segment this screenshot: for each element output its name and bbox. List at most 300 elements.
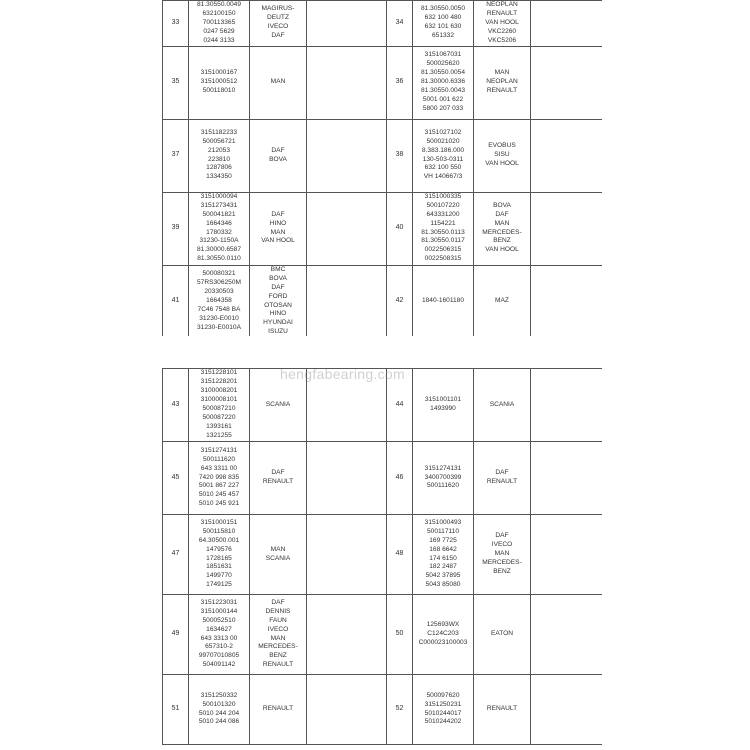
vehicle-make-line: SCANIA: [265, 554, 291, 562]
vehicle-make-line: VAN HOOL: [261, 237, 295, 245]
product-image-cell: [531, 675, 603, 745]
oem-number-line: 5010244202: [424, 718, 462, 726]
oem-number-line: 81.30000.6336: [420, 78, 465, 86]
oem-number-line: 81.30550.0054: [420, 69, 465, 77]
oem-number-line: 500101320: [202, 700, 236, 708]
oem-number-line: 81.30550.0049: [196, 1, 241, 8]
vehicle-make-line: HINO: [269, 310, 287, 318]
item-number: 34: [387, 1, 413, 47]
vehicle-make-line: DAF: [271, 283, 285, 291]
oem-number-lines: [413, 193, 473, 264]
vehicle-make-line: RENAULT: [262, 705, 294, 713]
oem-number-line: 3151250231: [424, 700, 462, 708]
oem-number-line: 5010 245 457: [198, 491, 240, 499]
oem-number-line: 3151274131: [424, 464, 462, 472]
oem-number-lines: [413, 465, 473, 492]
product-image-cell: [307, 675, 387, 745]
vehicle-make-lines: [474, 297, 530, 306]
vehicle-make-lines: [474, 202, 530, 255]
oem-numbers: [413, 369, 474, 442]
vehicle-make-lines: [250, 546, 306, 564]
vehicle-makes: [250, 515, 307, 595]
oem-number-line: 500118010: [202, 86, 236, 94]
item-number: 49: [163, 595, 189, 675]
oem-number-line: 1664358: [206, 297, 232, 305]
product-image-cell: [531, 46, 603, 119]
oem-number-line: 3100008101: [200, 396, 238, 404]
vehicle-make-line: RENAULT: [486, 9, 518, 17]
oem-number-line: 1393161: [206, 422, 232, 430]
vehicle-makes: [250, 265, 307, 336]
vehicle-make-line: NEOPLAN: [486, 1, 518, 8]
oem-number-line: 500041821: [202, 210, 236, 218]
oem-number-line: 5001 867 227: [198, 482, 240, 490]
vehicle-make-line: BOVA: [269, 155, 287, 163]
oem-numbers: [189, 675, 250, 745]
oem-number-line: 5010244017: [424, 709, 462, 717]
vehicle-makes: [250, 675, 307, 745]
oem-number-line: 500111620: [202, 455, 236, 463]
vehicle-makes: [250, 1, 307, 47]
oem-number-line: 7420 998 835: [198, 473, 240, 481]
vehicle-make-lines: [250, 211, 306, 247]
product-image-cell: [531, 265, 603, 336]
vehicle-make-lines: [474, 705, 530, 714]
vehicle-makes: [474, 1, 531, 47]
vehicle-make-line: BENZ: [493, 237, 511, 245]
oem-numbers: [189, 442, 250, 515]
vehicle-make-line: MAGIRUS-: [261, 5, 295, 13]
vehicle-make-line: OTOSAN: [264, 301, 292, 309]
vehicle-make-lines: [474, 401, 530, 410]
oem-number-line: 81.30550.0043: [420, 86, 465, 94]
vehicle-make-line: DAF: [271, 210, 285, 218]
item-number: 44: [387, 369, 413, 442]
vehicle-make-line: MAN: [494, 219, 510, 227]
oem-number-line: 643331200: [426, 210, 460, 218]
product-image-cell: [307, 265, 387, 336]
oem-numbers: [413, 595, 474, 675]
oem-numbers: [189, 265, 250, 336]
oem-number-line: 130-503-0311: [422, 155, 464, 163]
catalog-row: [163, 1, 603, 47]
vehicle-make-line: MAN: [494, 69, 510, 77]
oem-number-line: 1634627: [206, 625, 232, 633]
oem-number-lines: [189, 519, 249, 590]
oem-number-line: 500021020: [426, 137, 460, 145]
vehicle-makes: [474, 192, 531, 265]
vehicle-make-line: MERCEDES-: [482, 558, 522, 566]
oem-number-line: 3151223031: [200, 598, 238, 606]
oem-number-line: 3151027102: [424, 128, 462, 136]
oem-number-lines: [189, 129, 249, 182]
oem-number-lines: [189, 599, 249, 670]
vehicle-make-line: SISU: [494, 151, 510, 159]
vehicle-make-line: VAN HOOL: [485, 18, 519, 26]
vehicle-makes: [474, 442, 531, 515]
vehicle-make-lines: [474, 69, 530, 96]
product-image-cell: [307, 46, 387, 119]
oem-numbers: [413, 265, 474, 336]
oem-number-line: 64.30500.001: [198, 536, 240, 544]
vehicle-makes: [474, 46, 531, 119]
vehicle-make-line: MERCEDES-: [258, 643, 298, 651]
vehicle-make-line: SCANIA: [489, 400, 515, 408]
oem-number-line: 31230-E0010A: [197, 323, 241, 331]
oem-numbers: [413, 1, 474, 47]
product-image-cell: [307, 119, 387, 192]
item-number: 33: [163, 1, 189, 47]
vehicle-make-line: RENAULT: [486, 86, 518, 94]
oem-number-line: 3151000493: [424, 518, 462, 526]
item-number: 41: [163, 265, 189, 336]
oem-number-line: 500097620: [426, 691, 460, 699]
oem-numbers: [189, 595, 250, 675]
vehicle-makes: [250, 595, 307, 675]
vehicle-make-line: MAN: [270, 634, 286, 642]
catalog-row: [163, 442, 603, 515]
oem-number-line: 1479576: [206, 545, 232, 553]
oem-number-line: 3151000167: [200, 69, 238, 77]
oem-number-lines: [189, 69, 249, 96]
vehicle-make-lines: [474, 1, 530, 46]
oem-number-lines: [189, 447, 249, 509]
catalog-row: [163, 46, 603, 119]
oem-number-line: 182 2487: [429, 563, 457, 571]
oem-number-line: 1287806: [206, 164, 232, 172]
vehicle-make-line: MAZ: [495, 297, 509, 305]
oem-number-line: 500056721: [202, 137, 236, 145]
catalog-row: [163, 265, 603, 336]
vehicle-make-line: RENAULT: [486, 478, 518, 485]
catalog-row: [163, 675, 603, 745]
item-number: 52: [387, 675, 413, 745]
oem-numbers: [413, 442, 474, 515]
oem-number-line: 1664346: [206, 219, 232, 227]
oem-number-line: 3151000335: [424, 192, 462, 200]
oem-number-lines: [413, 129, 473, 182]
oem-number-line: 5010 245 921: [198, 500, 240, 508]
oem-numbers: [413, 192, 474, 265]
oem-numbers: [413, 119, 474, 192]
oem-number-line: 212053: [207, 146, 230, 154]
oem-number-line: 5043 85080: [425, 581, 461, 589]
product-image-cell: [307, 442, 387, 515]
vehicle-make-line: IVECO: [267, 23, 289, 31]
vehicle-make-line: IVECO: [491, 541, 513, 549]
vehicle-make-line: BENZ: [493, 567, 511, 575]
vehicle-makes: [250, 46, 307, 119]
vehicle-make-line: MAN: [270, 545, 286, 553]
vehicle-make-lines: [250, 147, 306, 165]
vehicle-make-line: FORD: [268, 292, 288, 300]
oem-number-lines: [413, 51, 473, 113]
oem-number-line: 3151228101: [200, 369, 238, 377]
vehicle-make-line: HYUNDAI: [263, 319, 293, 327]
catalog-row: [163, 192, 603, 265]
oem-number-line: 1154221: [430, 219, 456, 227]
oem-number-line: 1780332: [206, 228, 232, 236]
oem-number-line: 31230-E0010: [199, 314, 239, 322]
oem-number-line: 57RS306250M: [197, 279, 241, 287]
oem-number-line: 3151000512: [200, 78, 238, 86]
oem-number-lines: [189, 369, 249, 440]
oem-number-line: C000023100003: [418, 638, 468, 646]
product-image-cell: [307, 1, 387, 47]
vehicle-make-line: DAF: [495, 469, 509, 477]
catalog-row: [163, 515, 603, 595]
oem-number-line: 31230-1150A: [199, 237, 239, 245]
vehicle-make-lines: [250, 5, 306, 41]
vehicle-make-line: RENAULT: [262, 478, 294, 485]
oem-numbers: [413, 675, 474, 745]
vehicle-make-line: DAF: [271, 32, 285, 40]
oem-number-line: 0022506315: [424, 246, 462, 254]
oem-number-line: 5010 244 086: [198, 718, 240, 726]
vehicle-make-line: BENZ: [269, 652, 287, 660]
vehicle-make-line: DAF: [271, 598, 285, 606]
vehicle-make-line: DAF: [495, 210, 509, 218]
oem-number-line: 0244 3133: [203, 36, 235, 44]
vehicle-make-line: DAF: [495, 532, 509, 540]
oem-number-lines: [413, 5, 473, 41]
oem-number-line: 500087210: [202, 405, 236, 412]
vehicle-make-line: BOVA: [493, 201, 511, 209]
oem-number-line: C124C203: [427, 630, 459, 638]
oem-number-line: 500107220: [426, 201, 460, 209]
oem-number-line: 500025620: [426, 60, 460, 68]
oem-number-lines: [413, 692, 473, 728]
catalog-row: [163, 595, 603, 675]
oem-number-line: 5001 001 622: [422, 95, 464, 103]
oem-number-lines: [189, 270, 249, 332]
vehicle-make-lines: [250, 401, 306, 410]
item-number: 43: [163, 369, 189, 442]
catalog-sheet-bottom: [162, 368, 602, 750]
catalog-row: [163, 119, 603, 192]
catalog-table-top: [162, 0, 602, 336]
oem-number-line: 500111620: [426, 482, 460, 490]
oem-number-line: 0022508315: [424, 255, 462, 263]
item-number: 42: [387, 265, 413, 336]
vehicle-make-line: FAUN: [269, 616, 287, 624]
vehicle-make-line: HINO: [269, 219, 287, 227]
oem-number-lines: [413, 297, 473, 306]
oem-number-lines: [413, 396, 473, 414]
vehicle-make-line: VKC2260: [487, 27, 517, 35]
oem-number-line: 500117110: [426, 527, 460, 535]
catalog-sheet-top: [162, 0, 602, 336]
oem-numbers: [189, 369, 250, 442]
item-number: 47: [163, 515, 189, 595]
item-number: 36: [387, 46, 413, 119]
product-image-cell: [531, 369, 603, 442]
oem-number-line: 81.30550.0050: [420, 5, 465, 13]
vehicle-make-line: EVOBUS: [488, 142, 516, 150]
oem-number-line: 632 100 480: [424, 14, 462, 22]
vehicle-make-line: SCANIA: [265, 400, 291, 408]
page-gap: [0, 336, 750, 368]
vehicle-make-line: VAN HOOL: [485, 246, 519, 254]
oem-number-line: 500080321: [202, 270, 236, 278]
product-image-cell: [531, 515, 603, 595]
product-image-cell: [307, 192, 387, 265]
oem-number-line: 1499770: [206, 572, 232, 580]
oem-number-line: 7C46 7548 BA: [197, 305, 241, 313]
oem-number-line: 5042 37895: [425, 572, 461, 580]
oem-number-line: 81.30550.0110: [197, 255, 241, 263]
item-number: 46: [387, 442, 413, 515]
vehicle-make-line: VAN HOOL: [485, 159, 519, 167]
oem-number-line: 643 3311 00: [200, 464, 238, 472]
item-number: 50: [387, 595, 413, 675]
oem-number-line: 5800 207 033: [422, 104, 464, 112]
oem-number-line: 3151000094: [200, 192, 238, 200]
oem-number-line: 700113365: [202, 18, 236, 26]
oem-number-line: 1840-1601180: [421, 297, 465, 305]
vehicle-make-line: ISUZU: [268, 328, 288, 336]
oem-number-line: 125693WX: [426, 621, 460, 629]
vehicle-make-line: RENAULT: [486, 705, 518, 713]
oem-number-line: 1493990: [430, 405, 456, 412]
vehicle-make-lines: [250, 266, 306, 336]
product-image-cell: [531, 119, 603, 192]
vehicle-make-line: MAN: [494, 550, 510, 558]
oem-number-lines: [413, 621, 473, 648]
vehicle-make-line: DEUTZ: [267, 14, 289, 22]
oem-numbers: [189, 1, 250, 47]
oem-number-line: 81.30000.6587: [196, 246, 241, 254]
item-number: 37: [163, 119, 189, 192]
oem-number-line: 0247 5629: [203, 27, 235, 35]
vehicle-make-line: IVECO: [267, 625, 289, 633]
vehicle-makes: [250, 119, 307, 192]
oem-number-lines: [189, 1, 249, 46]
oem-number-line: 223810: [207, 155, 230, 163]
oem-number-line: 1728165: [206, 554, 232, 562]
oem-number-line: 3400700399: [424, 473, 462, 481]
oem-number-line: 632 100 550: [424, 164, 462, 172]
vehicle-make-lines: [250, 469, 306, 487]
oem-numbers: [189, 515, 250, 595]
catalog-table-bottom: [162, 368, 602, 745]
oem-number-line: 3151067031: [424, 51, 462, 59]
oem-numbers: [189, 192, 250, 265]
oem-number-lines: [189, 193, 249, 264]
oem-number-line: 500087220: [202, 413, 236, 421]
oem-number-line: 1749125: [206, 581, 232, 589]
vehicle-makes: [474, 515, 531, 595]
oem-number-line: 3151000151: [200, 518, 238, 526]
oem-number-line: 643 3313 00: [200, 634, 238, 642]
item-number: 40: [387, 192, 413, 265]
item-number: 35: [163, 46, 189, 119]
vehicle-make-lines: [474, 469, 530, 487]
oem-number-line: 1334350: [206, 173, 232, 181]
item-number: 48: [387, 515, 413, 595]
vehicle-make-lines: [474, 142, 530, 169]
vehicle-make-line: NEOPLAN: [486, 78, 518, 86]
oem-number-line: 81.30550.0117: [421, 237, 465, 245]
oem-number-line: 651332: [431, 32, 454, 40]
product-image-cell: [307, 595, 387, 675]
vehicle-makes: [250, 442, 307, 515]
vehicle-make-line: RENAULT: [262, 661, 294, 669]
vehicle-make-lines: [250, 599, 306, 670]
oem-number-line: 3151228201: [200, 378, 238, 386]
oem-number-line: 3100008201: [200, 387, 238, 395]
oem-numbers: [413, 46, 474, 119]
oem-number-line: 3151001101: [424, 396, 462, 404]
product-image-cell: [307, 515, 387, 595]
item-number: 45: [163, 442, 189, 515]
vehicle-make-line: BMC: [270, 265, 286, 273]
vehicle-make-line: DAF: [271, 146, 285, 154]
oem-number-line: 1851631: [206, 563, 232, 571]
oem-number-line: 3151274131: [200, 446, 238, 454]
vehicle-make-lines: [250, 78, 306, 87]
oem-number-line: 8.383.186.000: [421, 146, 465, 154]
vehicle-make-line: BOVA: [269, 274, 287, 282]
vehicle-make-line: MAN: [270, 78, 286, 86]
oem-number-lines: [413, 519, 473, 590]
oem-numbers: [189, 119, 250, 192]
vehicle-make-line: EATON: [490, 630, 514, 638]
vehicle-make-line: DAF: [271, 469, 285, 477]
item-number: 39: [163, 192, 189, 265]
oem-number-lines: [189, 692, 249, 728]
vehicle-make-lines: [474, 532, 530, 577]
vehicle-makes: [474, 265, 531, 336]
oem-number-line: 3151000144: [200, 607, 238, 615]
vehicle-make-lines: [474, 630, 530, 639]
oem-number-line: 500052510: [202, 616, 236, 624]
product-image-cell: [531, 595, 603, 675]
vehicle-makes: [474, 675, 531, 745]
oem-number-line: 632100150: [202, 9, 236, 17]
oem-number-line: 657310-2: [205, 643, 233, 651]
item-number: 51: [163, 675, 189, 745]
oem-number-line: 3151250332: [200, 691, 238, 699]
product-image-cell: [531, 192, 603, 265]
oem-number-line: 632 101 630: [424, 23, 462, 31]
oem-number-line: 174 6150: [429, 554, 457, 562]
oem-number-line: 81.30550.0113: [421, 228, 465, 236]
vehicle-makes: [250, 192, 307, 265]
vehicle-make-line: MERCEDES-: [482, 228, 522, 236]
oem-number-line: 99707010805: [198, 652, 240, 660]
vehicle-make-lines: [250, 705, 306, 714]
oem-numbers: [189, 46, 250, 119]
oem-number-line: 168 6642: [429, 545, 457, 553]
oem-numbers: [413, 515, 474, 595]
oem-number-line: 504091142: [202, 661, 236, 669]
oem-number-line: 3151182233: [200, 128, 238, 136]
vehicle-make-line: DENNIS: [265, 607, 291, 615]
item-number: 38: [387, 119, 413, 192]
vehicle-makes: [474, 369, 531, 442]
product-image-cell: [531, 442, 603, 515]
watermark: hengfabearing.com: [280, 366, 405, 382]
oem-number-line: 1321255: [206, 431, 232, 439]
oem-number-line: 3151273431: [200, 201, 238, 209]
product-image-cell: [531, 1, 603, 47]
oem-number-line: 20330503: [204, 288, 234, 296]
oem-number-line: 500115810: [202, 527, 236, 535]
vehicle-makes: [474, 595, 531, 675]
vehicle-make-line: MAN: [270, 228, 286, 236]
vehicle-make-line: VKC5206: [487, 36, 517, 44]
